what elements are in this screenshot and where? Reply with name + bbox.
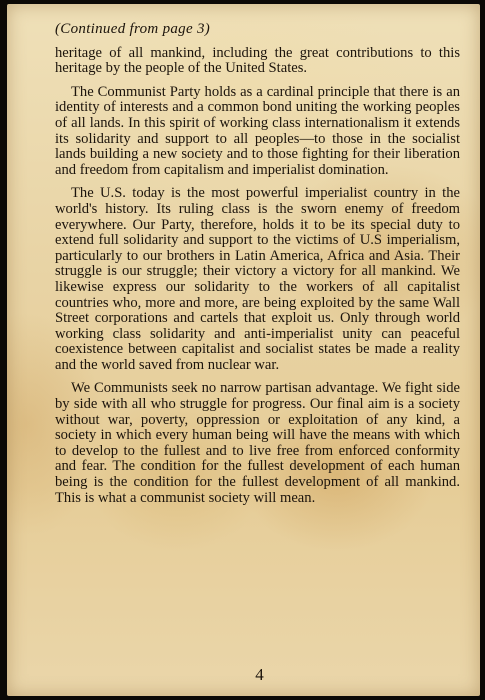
booklet-page bbox=[7, 4, 480, 696]
paragraph-1: heritage of all mankind, including the great contributions to this heritage by the people of the United States. bbox=[55, 44, 460, 77]
page-body bbox=[55, 22, 460, 514]
page-number-container bbox=[7, 665, 480, 685]
page-number: 4 bbox=[255, 665, 264, 684]
paragraph-2: The Communist Party holds as a cardinal principle that there is an identity of interests and a common bond uniting the working peoples of all lands. In this spirit of working class internationalism it extends its solidarity and support to all peoples—to those in the socialist lands building a new society and to those fighting for their liberation and freedom from capitalism and imperialist domination. bbox=[55, 83, 460, 178]
paragraph-4: We Communists seek no narrow partisan advantage. We fight side by side with all who struggle for progress. Our final aim is a society without war, poverty, oppression or exploitation of any kind, a society in which every human being will have the means with which to develop to the fullest and to live free from enforced conformity and fear. The condition for the fullest development of each human being is the condition for the fullest development of all mankind. This is what a communist society will mean. bbox=[55, 380, 460, 506]
continued-note: (Continued from page 3) bbox=[55, 21, 211, 37]
paragraph-3: The U.S. today is the most powerful imperialist country in the world's history. Its ruling class is the sworn enemy of freedom everywhere. Our Party, therefore, holds it to be its special duty to extend full solidarity and support to the victims of U.S imperialism, particularly to our brothers in Latin America, Africa and Asia. Their struggle is our struggle; their victory a victory for all mankind. We likewise express our solidarity to the workers of all capitalist countries who, more and more, are being exploited by the same Wall Street corporations and cartels that exploit us. Only through world working class solidarity and anti-imperialist unity can peaceful coexistence between capitalist and socialist states be made a reality and the world saved from nuclear war. bbox=[55, 185, 460, 373]
